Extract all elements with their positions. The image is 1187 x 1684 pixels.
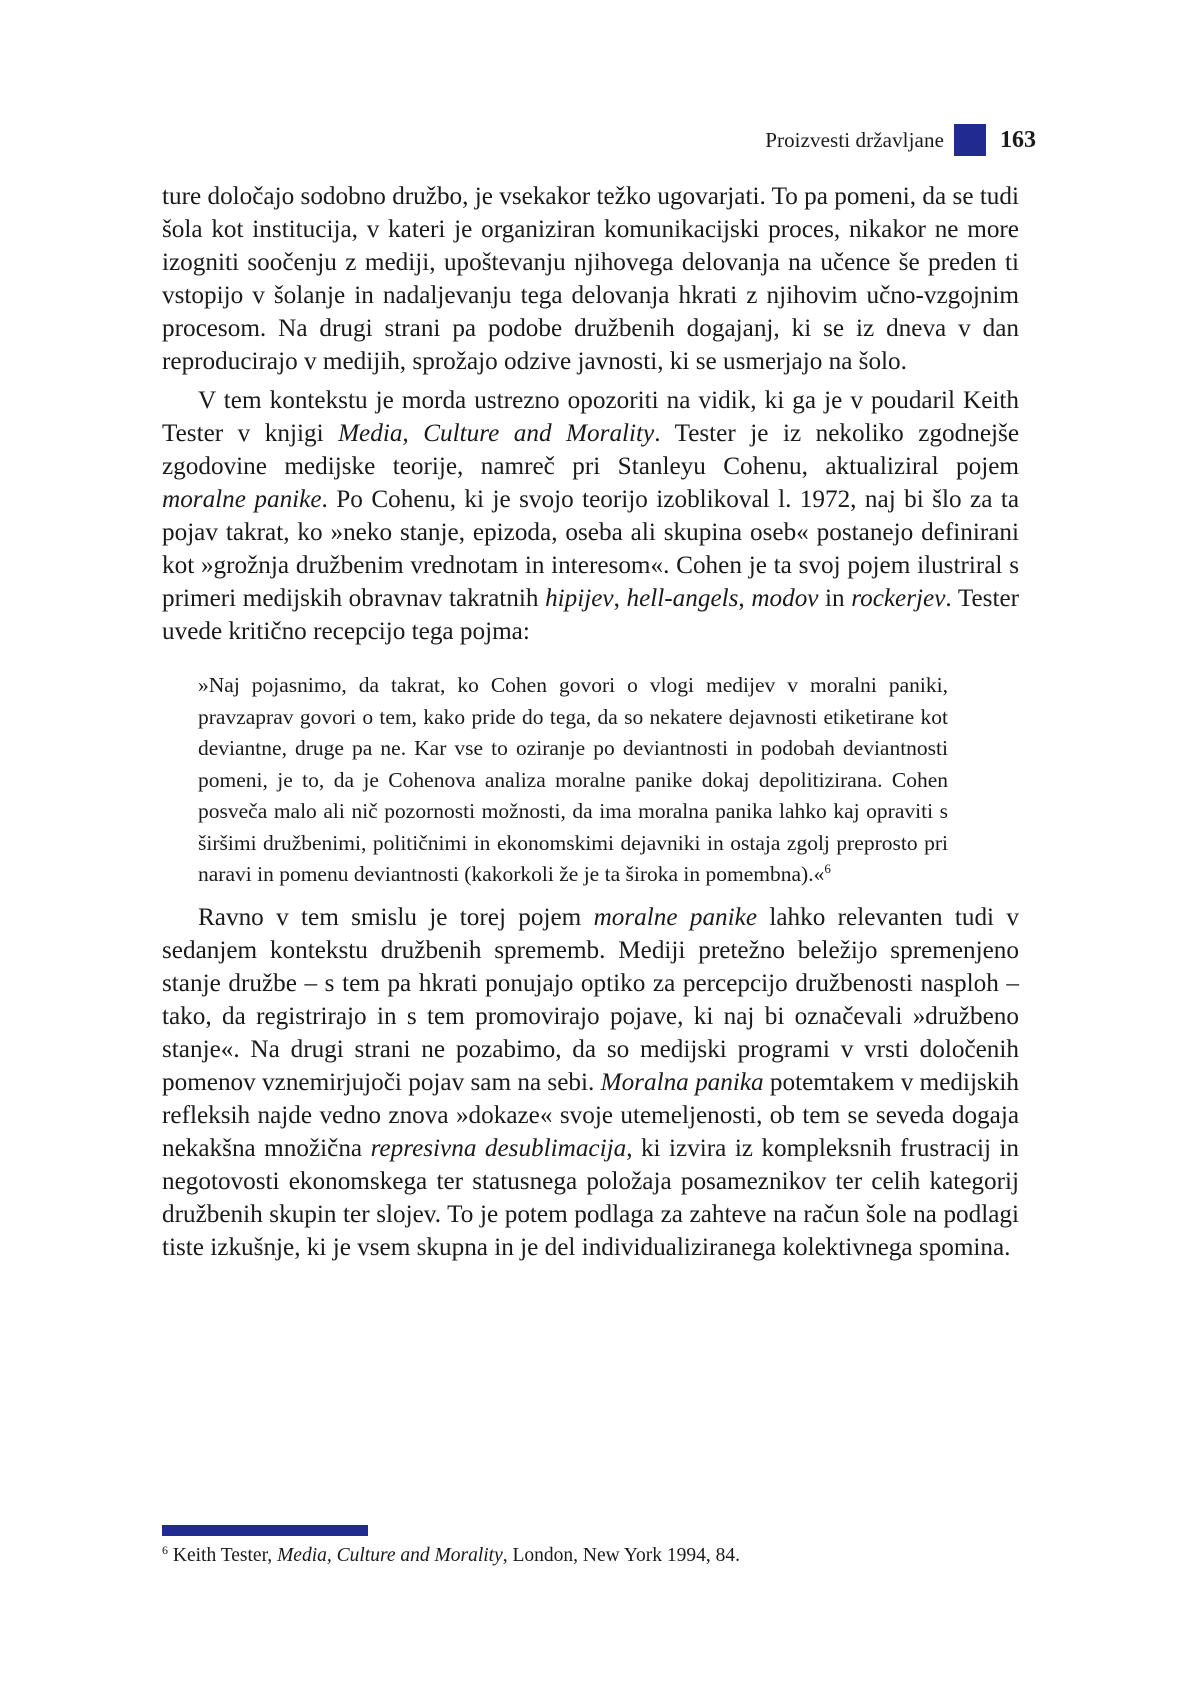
separator: , bbox=[738, 585, 752, 612]
footnote-author: Keith Tester, bbox=[168, 1545, 278, 1566]
paragraph-3-text-3: potemtakem v medijskih refleksih najde vedno znova »dokaze« svoje utemeljenosti, ob tem se seveda dogaja nekakšna množična bbox=[162, 1068, 1019, 1162]
footnote-divider bbox=[162, 1525, 368, 1536]
term-mods: modov bbox=[751, 585, 819, 612]
paragraph-2-text-2: . Tester je iz nekoliko zgodnejše zgodovine medijske teorije, namreč pri Stanleyu Cohenu, aktualiziral pojem bbox=[162, 420, 1019, 480]
footnote-details: , London, New York 1994, 84. bbox=[502, 1545, 740, 1566]
separator: , bbox=[613, 585, 627, 612]
running-title: Proizvesti državljane bbox=[765, 127, 944, 152]
term-moral-panic: Moralna panika bbox=[600, 1068, 764, 1096]
term-rockers: rockerjev bbox=[851, 585, 946, 612]
paragraph-3-text-4: , ki izvira iz kompleksnih frustracij in negotovosti ekonomskega ter statusnega položaja posameznikov ter celih kategorij družbenih skupin ter slojev. To je potem podlaga za zahteve na račun šole na podlagi tiste izkušnje, ki je vsem skupna in je del individualiziranega kolektivnega spomina. bbox=[162, 1134, 1020, 1261]
term-repressive-desublimation: represivna desublimacija bbox=[370, 1134, 627, 1162]
paragraph-2 bbox=[162, 384, 1019, 648]
paragraph-2-text-4: in bbox=[818, 585, 852, 612]
footnote-title: Media, Culture and Morality bbox=[277, 1545, 503, 1566]
page-number: 163 bbox=[1000, 126, 1036, 153]
paragraph-3-text-2: lahko relevanten tudi v sedanjem kontekstu družbenih sprememb. Mediji pretežno beležijo spremenjeno stanje družbe – s tem pa hkrati ponujajo optiko za percepcijo družbenosti nasploh – tako, da registrirajo in s tem promovirajo pojave, ki naj bi označevali »družbeno stanje«. Na drugi strani ne pozabimo, da so medijski programi v vrsti določenih pomenov vznemirjujoči pojav sam na sebi. bbox=[162, 903, 1019, 1096]
paragraph-3-text-1: Ravno v tem smislu je torej pojem bbox=[198, 903, 594, 931]
book-title: Media, Culture and Morality bbox=[338, 420, 655, 447]
running-header bbox=[765, 124, 1036, 156]
paragraph-2-text-3: . Po Cohenu, ki je svojo teorijo izoblikoval l. 1972, naj bi šlo za ta pojav takrat, ko »neko stanje, epizoda, oseba ali skupina oseb« postanejo definirani kot »grožnja družbenim vrednotam in interesom«. Cohen je ta svoj pojem ilustriral s primeri medijskih obravnav takratnih bbox=[162, 486, 1020, 612]
block-quote bbox=[198, 670, 948, 891]
paragraph-2-text-1: V tem kontekstu je morda ustrezno opozoriti na vidik, ki ga je v poudaril Keith Tester v knjigi bbox=[162, 387, 1019, 447]
term-hell-angels: hell-angels bbox=[626, 585, 739, 612]
term-hippies: hipijev bbox=[545, 585, 614, 612]
paragraph-1: ture določajo sodobno družbo, je vsekakor težko ugovarjati. To pa pomeni, da se tudi šola kot institucija, v kateri je organiziran komunikacijski proces, nikakor ne more izogniti soočenju z mediji, upoštevanju njihovega delovanja na učence še preden ti vstopijo v šolanje in nadaljevanju tega delovanja hkrati z njihovim učno-vzgojnim procesom. Na drugi strani pa podobe družbenih dogajanj, ki se iz dneva v dan reproducirajo v medijih, sprožajo odzive javnosti, ki se usmerjajo na šolo. bbox=[162, 183, 1019, 375]
paragraph-2-text-5: . Tester uvede kritično recepcijo tega pojma: bbox=[162, 585, 1020, 645]
header-accent-square bbox=[954, 124, 986, 156]
quote-text: »Naj pojasnimo, da takrat, ko Cohen govori o vlogi medijev v moralni paniki, pravzaprav govori o tem, kako pride do tega, da so nekatere dejavnosti etiketirane kot deviantne, druge pa ne. Kar vse to oziranje po deviantnosti in podobah deviantnosti pomeni, je to, da je Cohenova analiza moralne panike dokaj depolitizirana. Cohen posveča malo ali nič pozornosti možnosti, da ima moralna panika lahko kaj opraviti s širšimi družbenimi, političnimi in ekonomskimi dejavniki in ostaja zgolj preprosto pri naravi in pomenu deviantnosti (kakorkoli že je ta široka in pomembna).« bbox=[198, 673, 948, 886]
footnote bbox=[162, 1543, 740, 1569]
footnote-reference[interactable]: 6 bbox=[824, 861, 831, 876]
main-text bbox=[162, 180, 1019, 1264]
footnote-number: 6 bbox=[162, 1543, 168, 1557]
paragraph-3 bbox=[162, 901, 1019, 1264]
term-moral-panic: moralne panike bbox=[162, 486, 322, 513]
term-moral-panic: moralne panike bbox=[593, 903, 758, 931]
